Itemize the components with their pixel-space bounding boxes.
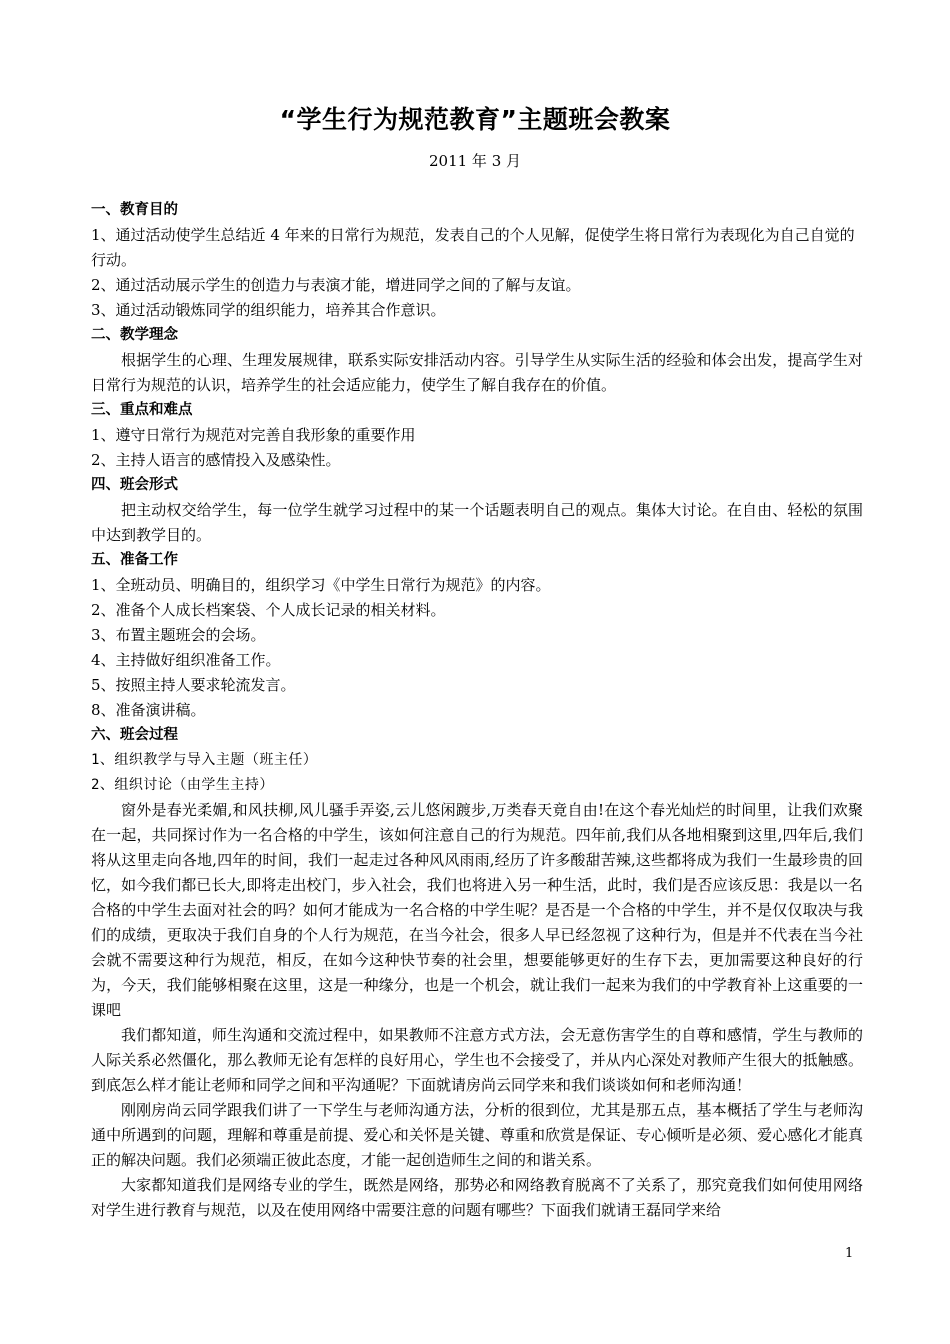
list-item: 1、遵守日常行为规范对完善自我形象的重要作用 bbox=[91, 426, 416, 444]
list-item: 5、按照主持人要求轮流发言。 bbox=[91, 676, 296, 694]
list-item: 1、通过活动使学生总结近 4 年来的日常行为规范，发表自己的个人见解，促使学生将日常行为表现化为自己自觉的行动。 bbox=[91, 226, 855, 269]
list-item: 2、准备个人成长档案袋、个人成长记录的相关材料。 bbox=[91, 601, 446, 619]
paragraph: 窗外是春光柔媚,和风扶柳,风儿骚手弄姿,云儿悠闲踱步,万类春天竟自由!在这个春光灿烂的时间里，让我们欢聚在一起，共同探讨作为一名合格的中学生，该如何注意自己的行为规范。四年前,我们从各地相聚到这里,四年后,我们将从这里走向各地,四年的时间，我们一起走过各种风风雨雨,经历了许多酸甜苦辣,这些都将成为我们一生最珍贵的回忆，如今我们都已长大,即将走出校门，步入社会，我们也将进入另一种生活，此时，我们是否应该反思：我是以一名合格的中学生去面对社会的吗？如何才能成为一名合格的中学生呢？是否是一个合格的中学生，并不是仅仅取决与我们的成绩，更取决于我们自身的个人行为规范，在当今社会，很多人早已经忽视了这种行为，但是并不代表在当今社会就不需要这种行为规范，相反，在如今这种快节奏的社会里，想要能够更好的生存下去，更加需要这种良好的行为，今天，我们能够相聚在这里，这是一种缘分，也是一个机会，就让我们一起来为我们的中学教育补上这重要的一课吧 bbox=[91, 801, 863, 1019]
document-title: “学生行为规范教育”主题班会教案 bbox=[279, 105, 671, 134]
document-body bbox=[91, 198, 863, 1223]
list-item: 1、全班动员、明确目的，组织学习《中学生日常行为规范》的内容。 bbox=[91, 576, 551, 594]
list-item: 2、主持人语言的感情投入及感染性。 bbox=[91, 451, 341, 469]
document-date: 2011 年 3 月 bbox=[428, 152, 522, 170]
section-heading: 六、班会过程 bbox=[91, 727, 178, 743]
list-item: 2、通过活动展示学生的创造力与表演才能，增进同学之间的了解与友谊。 bbox=[91, 276, 581, 294]
sub-item: 1、组织教学与导入主题（班主任） bbox=[91, 752, 318, 768]
paragraph: 大家都知道我们是网络专业的学生，既然是网络，那势必和网络教育脱离不了关系了，那究竟我们如何使用网络对学生进行教育与规范，以及在使用网络中需要注意的问题有哪些？下面我们就请王磊同学来给 bbox=[91, 1176, 863, 1219]
section-heading: 五、准备工作 bbox=[91, 552, 178, 568]
paragraph: 我们都知道，师生沟通和交流过程中，如果教师不注意方式方法，会无意伤害学生的自尊和感情，学生与教师的人际关系必然僵化，那么教师无论有怎样的良好用心，学生也不会接受了，并从内心深处对教师产生很大的抵触感。到底怎么样才能让老师和同学之间和平沟通呢？下面就请房尚云同学来和我们谈谈如何和老师沟通！ bbox=[91, 1026, 863, 1094]
page-number: 1 bbox=[845, 1246, 854, 1261]
list-item: 3、通过活动锻炼同学的组织能力，培养其合作意识。 bbox=[91, 301, 446, 319]
section-heading: 二、教学理念 bbox=[91, 327, 178, 343]
section-heading: 四、班会形式 bbox=[91, 477, 178, 493]
paragraph: 刚刚房尚云同学跟我们讲了一下学生与老师沟通方法，分析的很到位，尤其是那五点，基本概括了学生与老师沟通中所遇到的问题，理解和尊重是前提、爱心和关怀是关键、尊重和欣赏是保证、专心倾听是必须、爱心感化才能真正的解决问题。我们必须端正彼此态度，才能一起创造师生之间的和谐关系。 bbox=[91, 1101, 863, 1169]
sub-item: 2、组织讨论（由学生主持） bbox=[91, 777, 274, 793]
section-heading: 一、教育目的 bbox=[91, 202, 178, 218]
list-item: 3、布置主题班会的会场。 bbox=[91, 626, 266, 644]
section-heading: 三、重点和难点 bbox=[91, 402, 193, 418]
list-item: 4、主持做好组织准备工作。 bbox=[91, 651, 281, 669]
paragraph: 根据学生的心理、生理发展规律，联系实际安排活动内容。引导学生从实际生活的经验和体会出发，提高学生对日常行为规范的认识，培养学生的社会适应能力，使学生了解自我存在的价值。 bbox=[91, 351, 863, 394]
paragraph: 把主动权交给学生，每一位学生就学习过程中的某一个话题表明自己的观点。集体大讨论。在自由、轻松的氛围中达到教学目的。 bbox=[91, 501, 863, 544]
list-item: 8、准备演讲稿。 bbox=[91, 701, 206, 719]
